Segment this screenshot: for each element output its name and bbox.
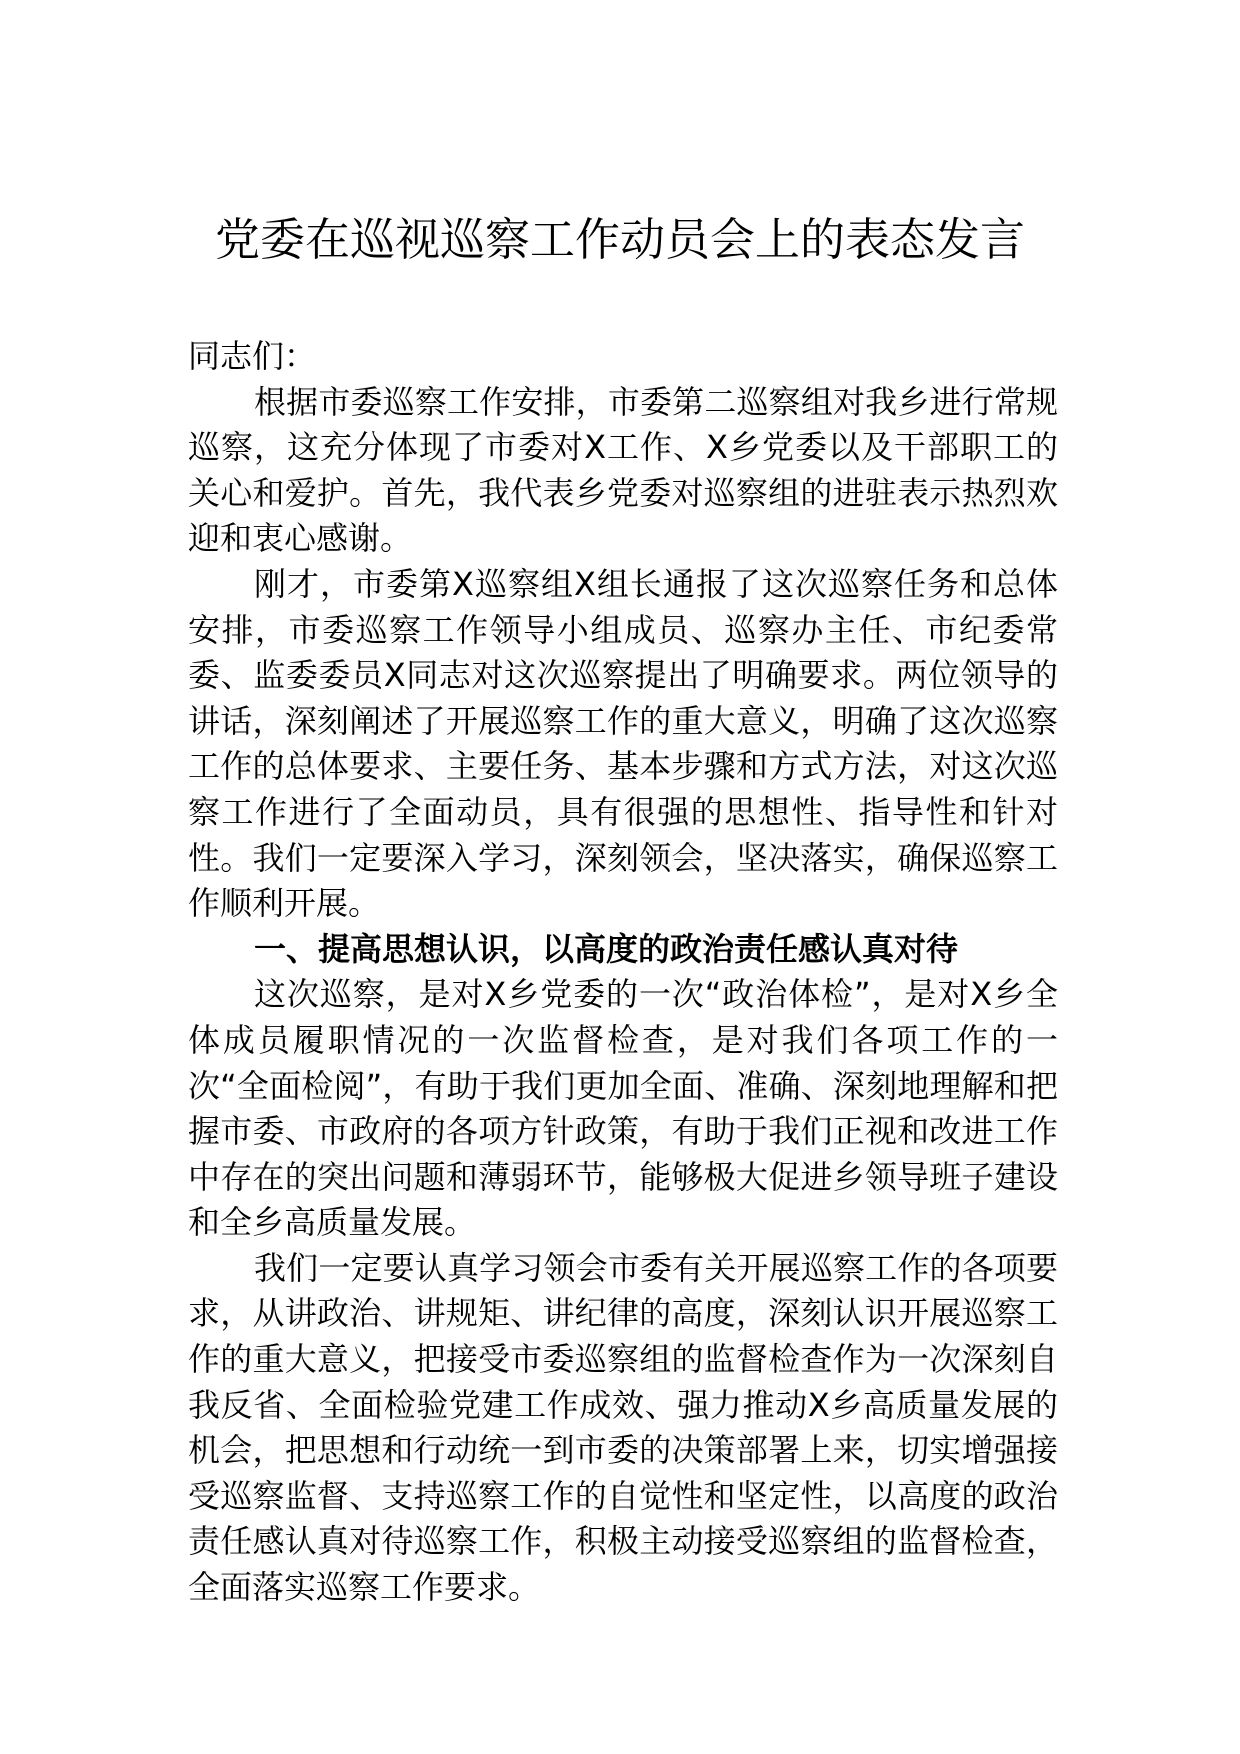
section-heading: 一、提高思想认识，以高度的政治责任感认真对待	[254, 929, 959, 968]
paragraph-section1-2: 我们一定要认真学习领会市委有关开展巡察工作的各项要求，从讲政治、讲规矩、讲纪律的高度，深刻认识开展巡察工作的重大意义，把接受市委巡察组的监督检查作为一次深刻自我反省、全面检验党建工作成效、强力推动X乡高质量发展的机会，把思想和行动统一到市委的决策部署上来，切实增强接受巡察监督、支持巡察工作的自觉性和坚定性，以高度的政治责任感认真对待巡察工作，积极主动接受巡察组的监督检查，全面落实巡察工作要求。	[188, 1248, 1058, 1607]
salutation: 同志们：	[188, 337, 317, 375]
document-body	[188, 334, 1058, 1611]
paragraph-section1-1: 这次巡察，是对X乡党委的一次“政治体检”，是对X乡全体成员履职情况的一次监督检查，是对我们各项工作的一次“全面检阅”，有助于我们更加全面、准确、深刻地理解和把握市委、市政府的各项方针政策，有助于我们正视和改进工作中存在的突出问题和薄弱环节，能够极大促进乡领导班子建设和全乡高质量发展。	[188, 975, 1058, 1242]
paragraph-intro: 根据市委巡察工作安排，市委第二巡察组对我乡进行常规巡察，这充分体现了市委对X工作、X乡党委以及干部职工的关心和爱护。首先，我代表乡党委对巡察组的进驻表示热烈欢迎和衷心感谢。	[188, 382, 1058, 558]
document-title: 党委在巡视巡察工作动员会上的表态发言	[214, 213, 1025, 266]
paragraph-summary: 刚才，市委第X巡察组X组长通报了这次巡察任务和总体安排，市委巡察工作领导小组成员、巡察办主任、市纪委常委、监委委员X同志对这次巡察提出了明确要求。两位领导的讲话，深刻阐述了开展巡察工作的重大意义，明确了这次巡察工作的总体要求、主要任务、基本步骤和方式方法，对这次巡察工作进行了全面动员，具有很强的思想性、指导性和针对性。我们一定要深入学习，深刻领会，坚决落实，确保巡察工作顺利开展。	[188, 564, 1058, 923]
